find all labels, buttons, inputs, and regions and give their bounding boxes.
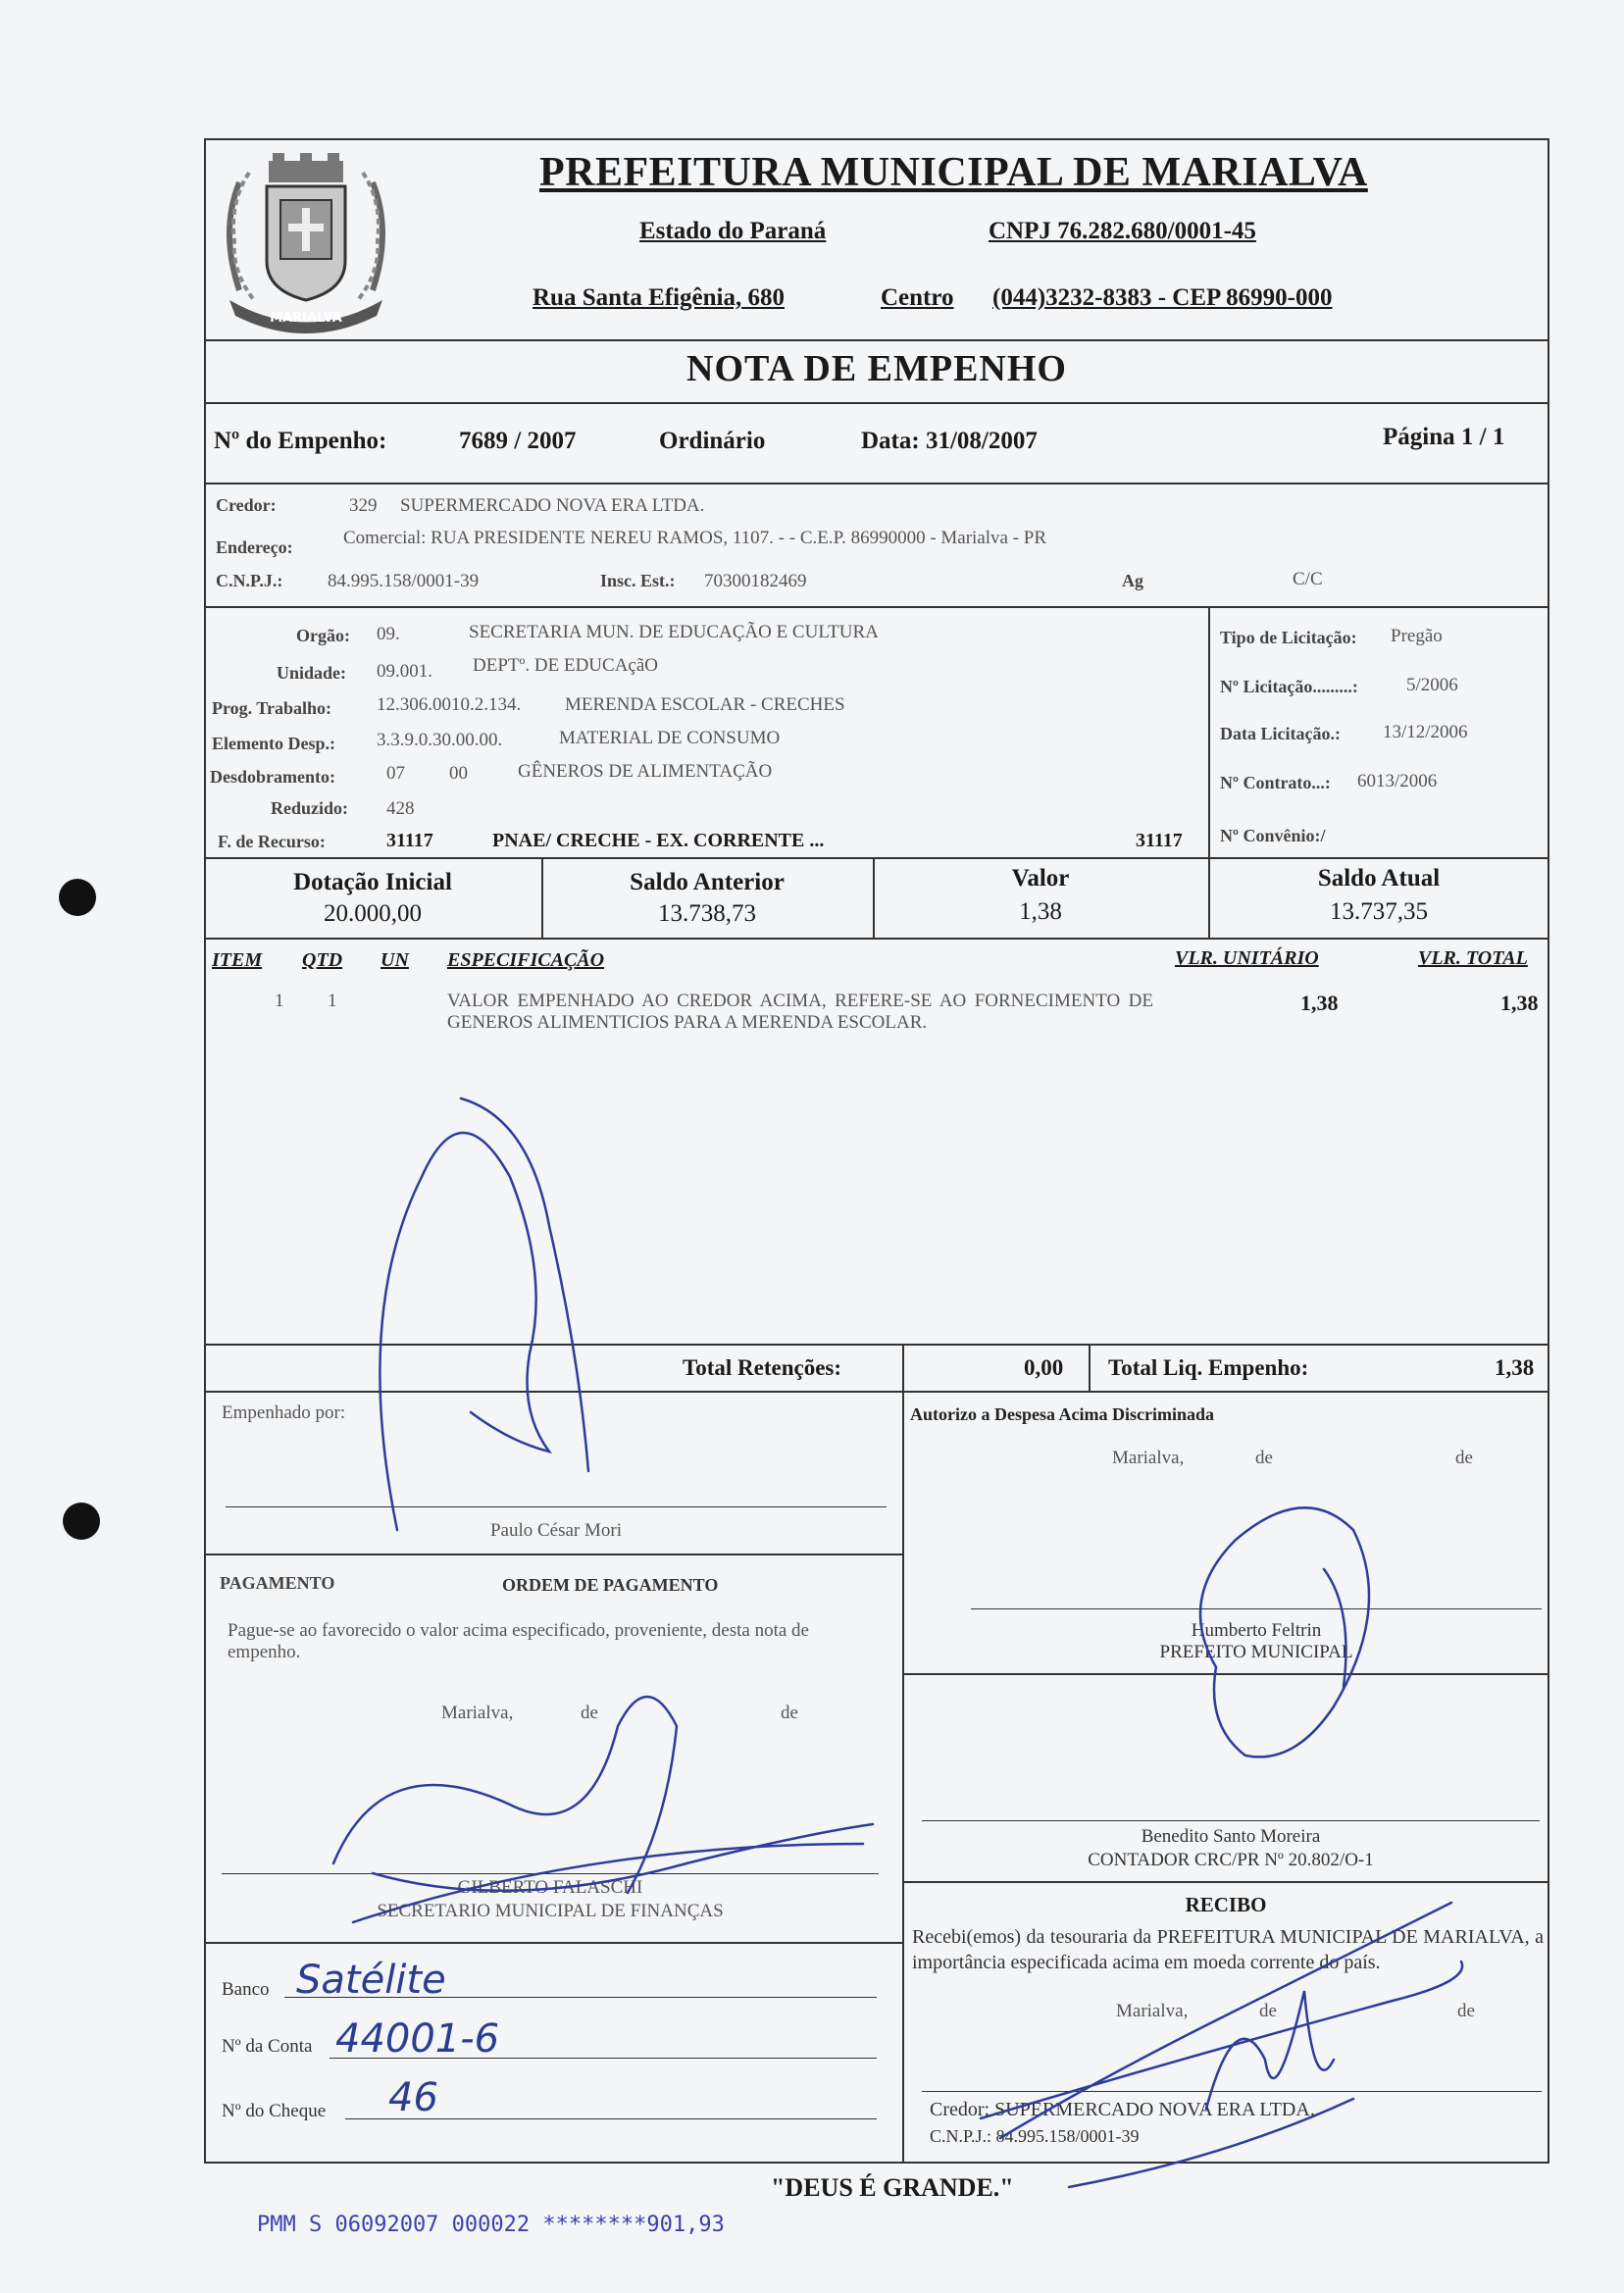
autorizo-de1: de: [1255, 1448, 1273, 1468]
empenho-number-label: Nº do Empenho:: [214, 428, 387, 454]
col-total: VLR. TOTAL: [1418, 947, 1528, 969]
reduzido-label: Reduzido:: [271, 798, 349, 818]
orgao-code: 09.: [377, 624, 400, 644]
credor-label: Credor:: [216, 495, 277, 515]
saldo-ant-label: Saldo Anterior: [630, 869, 785, 895]
banco-label: Banco: [222, 1979, 270, 2000]
crest-banner-text: MARIALVA: [270, 311, 342, 326]
total-ret-label: Total Retenções:: [683, 1355, 842, 1380]
tipo-licitacao-label: Tipo de Licitação:: [1220, 628, 1357, 647]
saldo-ant: 13.738,73: [658, 900, 756, 927]
orgao-name: SECRETARIA MUN. DE EDUCAÇÃO E CULTURA: [469, 622, 879, 642]
total-ret: 0,00: [1024, 1355, 1064, 1380]
autorizo-title: Autorizo a Despesa Acima Discriminada: [910, 1404, 1214, 1424]
motto: "DEUS É GRANDE.": [771, 2173, 1014, 2202]
col-un: UN: [381, 949, 409, 971]
row-unit: 1,38: [1300, 991, 1339, 1015]
recurso-label: F. de Recurso:: [218, 832, 326, 851]
recibo-cnpj: C.N.P.J.: 84.995.158/0001-39: [930, 2126, 1140, 2146]
pagamento-text: Pague-se ao favorecido o valor acima especificado, proveniente, desta nota de empenho.: [228, 1620, 809, 1662]
prefeito-name: Humberto Feltrin: [1191, 1620, 1322, 1641]
empenho-type: Ordinário: [659, 428, 766, 454]
desd-label: Desdobramento:: [210, 767, 335, 787]
contrato: 6013/2006: [1357, 771, 1438, 791]
data-licitacao-label: Data Licitação.:: [1220, 724, 1341, 743]
recibo-de1: de: [1259, 2001, 1277, 2021]
row-total: 1,38: [1500, 991, 1539, 1015]
empenhado-label: Empenhado por:: [222, 1402, 346, 1423]
saldo-atual: 13.737,35: [1330, 898, 1428, 925]
pagamento-de2: de: [781, 1703, 798, 1723]
phone-cep: (044)3232-8383 - CEP 86990-000: [992, 284, 1333, 311]
recibo-place: Marialva,: [1116, 2001, 1189, 2021]
dot-inicial-label: Dotação Inicial: [293, 869, 452, 895]
page-title: PREFEITURA MUNICIPAL DE MARIALVA: [539, 150, 1368, 195]
col-qtd: QTD: [302, 949, 343, 971]
banco-value: Satélite: [296, 1958, 446, 2003]
street-address: Rua Santa Efigênia, 680: [533, 284, 785, 311]
total-liq: 1,38: [1495, 1355, 1535, 1380]
contador-name: Benedito Santo Moreira: [1141, 1826, 1321, 1847]
desd-code2: 00: [449, 763, 468, 784]
prefeito-role: PREFEITO MUNICIPAL: [1159, 1642, 1353, 1662]
reduzido-value: 428: [386, 798, 415, 819]
col-unit: VLR. UNITÁRIO: [1175, 947, 1319, 969]
elem-code: 3.3.9.0.30.00.00.: [377, 730, 503, 750]
conta-value: 44001-6: [335, 2016, 500, 2062]
secretario-role: SECRETARIO MUNICIPAL DE FINANÇAS: [377, 1901, 724, 1921]
col-spec: ESPECIFICAÇÃO: [447, 949, 605, 971]
insc-label: Insc. Est.:: [600, 571, 676, 590]
footer-code: PMM S 06092007 000022 ********901,93: [257, 2213, 725, 2237]
conta-label: Nº da Conta: [222, 2036, 313, 2057]
col-item: ITEM: [212, 949, 263, 971]
autorizo-de2: de: [1455, 1448, 1473, 1468]
autorizo-place: Marialva,: [1112, 1448, 1185, 1468]
state-name: Estado do Paraná: [639, 218, 827, 244]
cnpj-header: CNPJ 76.282.680/0001-45: [989, 218, 1256, 244]
num-licitacao: 5/2006: [1406, 675, 1458, 695]
punch-hole-bottom: [63, 1503, 100, 1540]
recibo-text: Recebi(emos) da tesouraria da PREFEITURA MUNICIPAL DE MARIALVA, a importância especificada acima em moeda corrente do país.: [912, 1926, 1544, 1973]
secretario-name: GILBERTO FALASCHI: [457, 1877, 643, 1898]
desd-name: GÊNEROS DE ALIMENTAÇÃO: [518, 761, 773, 782]
pagamento-de1: de: [581, 1703, 598, 1723]
elem-name: MATERIAL DE CONSUMO: [559, 728, 781, 748]
desd-code1: 07: [386, 763, 405, 784]
row-qtd: 1: [328, 991, 337, 1011]
credor-code: 329: [349, 495, 378, 516]
punch-hole-top: [59, 879, 96, 916]
cheque-label: Nº do Cheque: [222, 2101, 327, 2121]
valor-label: Valor: [1011, 865, 1070, 892]
tipo-licitacao: Pregão: [1391, 626, 1443, 646]
prog-code: 12.306.0010.2.134.: [377, 694, 522, 715]
unidade-code: 09.001.: [377, 661, 432, 682]
empenhado-name: Paulo César Mori: [489, 1520, 623, 1541]
recurso-name: PNAE/ CRECHE - EX. CORRENTE ...: [492, 830, 825, 851]
credor-cnpj-label: C.N.P.J.:: [216, 571, 283, 590]
page-number: Página 1 / 1: [1383, 424, 1505, 450]
document-title: NOTA DE EMPENHO: [686, 348, 1067, 389]
valor: 1,38: [1019, 898, 1062, 925]
saldo-atual-label: Saldo Atual: [1317, 865, 1441, 892]
recurso-code: 31117: [386, 830, 433, 851]
row-item: 1: [275, 991, 284, 1011]
total-liq-label: Total Liq. Empenho:: [1108, 1355, 1309, 1380]
empenho-number: 7689 / 2007: [459, 428, 577, 454]
recibo-title: RECIBO: [1185, 1893, 1267, 1916]
num-licitacao-label: Nº Licitação.........:: [1220, 677, 1358, 696]
dot-inicial: 20.000,00: [324, 900, 422, 927]
insc-value: 70300182469: [704, 571, 807, 591]
recurso-code-2: 31117: [1136, 830, 1183, 851]
empenho-date: Data: 31/08/2007: [861, 428, 1038, 454]
orgao-label: Orgão:: [296, 626, 350, 645]
elem-label: Elemento Desp.:: [212, 734, 335, 753]
ag-label: Ag: [1122, 571, 1143, 590]
ordem-label: ORDEM DE PAGAMENTO: [502, 1575, 719, 1595]
contrato-label: Nº Contrato...:: [1220, 773, 1331, 792]
recibo-de2: de: [1457, 2001, 1475, 2021]
pagamento-label: PAGAMENTO: [220, 1573, 335, 1593]
municipal-crest: [210, 143, 402, 339]
cheque-value: 46: [388, 2075, 438, 2120]
data-licitacao: 13/12/2006: [1383, 722, 1468, 742]
credor-address: Comercial: RUA PRESIDENTE NEREU RAMOS, 1107. - - C.E.P. 86990000 - Marialva - PR: [343, 528, 1047, 548]
prog-label: Prog. Trabalho:: [212, 698, 332, 718]
district: Centro: [881, 284, 954, 311]
unidade-name: DEPTº. DE EDUCAçãO: [473, 655, 658, 676]
prog-name: MERENDA ESCOLAR - CRECHES: [565, 694, 845, 715]
unidade-label: Unidade:: [277, 663, 347, 683]
pagamento-place: Marialva,: [441, 1703, 514, 1723]
cc-label: C/C: [1293, 569, 1323, 589]
convenio-label: Nº Convênio:/: [1220, 826, 1326, 845]
credor-cnpj: 84.995.158/0001-39: [328, 571, 480, 591]
endereco-label: Endereço:: [216, 537, 293, 557]
credor-name: SUPERMERCADO NOVA ERA LTDA.: [400, 495, 705, 516]
row-spec: VALOR EMPENHADO AO CREDOR ACIMA, REFERE-SE AO FORNECIMENTO DE GENEROS ALIMENTICIOS PARA A MERENDA ESCOLAR.: [447, 991, 1153, 1033]
recibo-credor: Credor: SUPERMERCADO NOVA ERA LTDA.: [930, 2099, 1315, 2120]
contador-role: CONTADOR CRC/PR Nº 20.802/O-1: [1088, 1850, 1374, 1870]
